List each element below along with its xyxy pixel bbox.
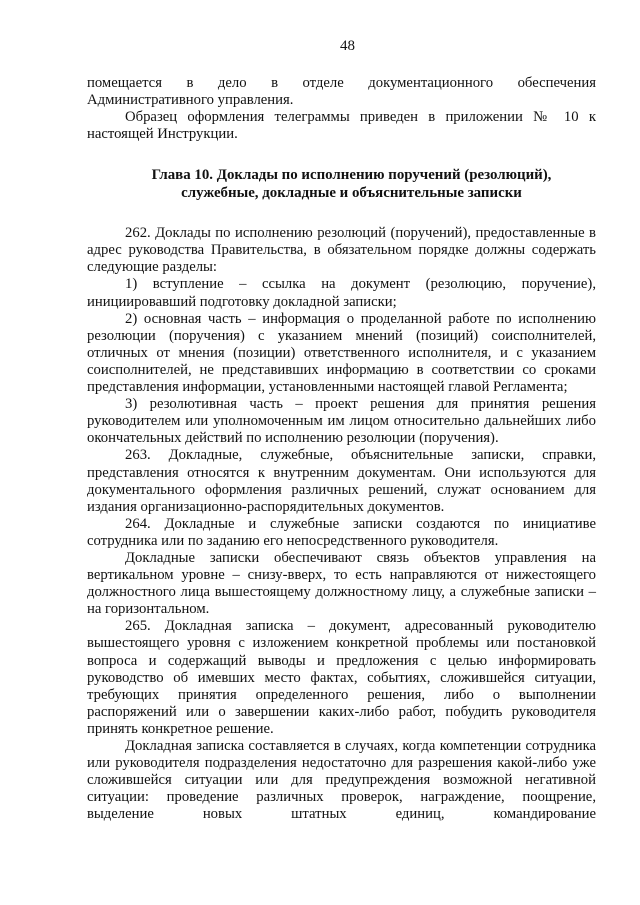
paragraph-262-item-3: 3) резолютивная часть – проект решения для принятия решения руководителем или уполномоченным им лицом относительно дальнейших либо окончательных действий по исполнению резолюции (поручения). [87,396,596,447]
paragraph-262-item-2: 2) основная часть – информация о проделанной работе по исполнению резолюции (поручения) с указанием мнений (позиций) соисполнителей, отличных от мнения (позиции) ответственного исполнителя, и с указанием соисполнителей, не представивших информацию в соответствии со сроками представления информации, установленными настоящей главой Регламента; [87,310,596,396]
chapter-heading [87,167,596,202]
paragraph-262-item-1: 1) вступление – ссылка на документ (резолюцию, поручение), инициировавший подготовку докладной записки; [87,276,596,310]
body-text-block [87,225,596,823]
paragraph-265: 265. Докладная записка – документ, адресованный руководителю вышестоящего уровня с изложением конкретной проблемы или постановкой вопроса и содержащий выводы и предложения с целью информировать руководство об имевших место фактах, событиях, сложившейся ситуации, требующих принятия определенного решения, либо о выполнении распоряжений или о завершении каких-либо работ, побудить руководителя принять конкретное решение. [87,618,596,737]
paragraph-262: 262. Доклады по исполнению резолюций (поручений), предоставленные в адрес руководства Правительства, в обязательном порядке должны содержать следующие разделы: [87,225,596,276]
top-text-block [87,75,596,143]
paragraph-263: 263. Докладные, служебные, объяснительные записки, справки, представления относятся к внутренним документам. Они используются для документального оформления различных решений, служат основанием для издания организационно-распорядительных документов. [87,447,596,515]
paragraph-continued: помещается в дело в отделе документационного обеспечения Административного управления. [87,75,596,109]
paragraph-telegram-sample: Образец оформления телеграммы приведен в приложении № 10 к настоящей Инструкции. [87,109,596,143]
chapter-heading-line-1: Глава 10. Доклады по исполнению поручений (резолюций), [151,167,552,184]
paragraph-265-cases: Докладная записка составляется в случаях, когда компетенции сотрудника или руководителя подразделения недостаточно для разрешения какой-либо уже сложившейся ситуации или для предупреждения возможной негативной ситуации: проведение различных проверок, награждение, поощрение, выделение новых штатных единиц, командирование [87,738,596,823]
chapter-heading-line-2: служебные, докладные и объяснительные записки [181,184,522,201]
paragraph-264: 264. Докладные и служебные записки создаются по инициативе сотрудника или по заданию его непосредственного руководителя. [87,515,596,549]
paragraph-264-reports: Докладные записки обеспечивают связь объектов управления на вертикальном уровне – снизу-вверх, то есть направляются от нижестоящего должностного лица вышестоящему должностному лицу, а служебные записки – на горизонтальном. [87,549,596,618]
page-number: 48 [340,38,355,54]
